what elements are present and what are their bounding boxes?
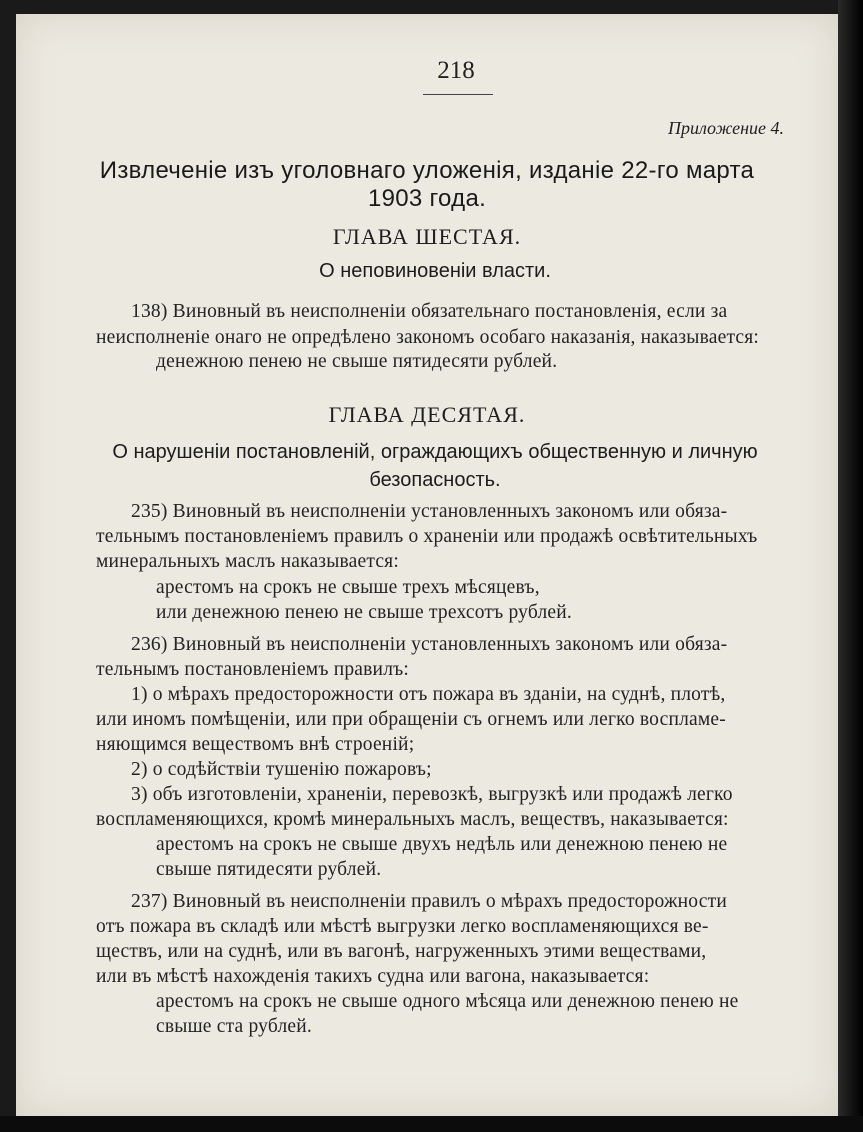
article-237-penalty-2: свыше ста рублей. [156,1016,312,1037]
article-235-penalty-1: арестомъ на срокъ не свыше трехъ мѣсяцевъ, [156,577,540,598]
page-number-rule [423,94,493,95]
article-236-item-1-line-2: или иномъ помѣщеніи, или при обращеніи съ огнемъ или легко воспламе- [96,709,726,730]
page-number: 218 [437,57,475,84]
article-237-line-4: или въ мѣстѣ нахожденія такихъ судна или вагона, наказывается: [96,966,650,987]
article-235-line-3: минеральныхъ маслъ наказывается: [96,551,399,572]
chapter-ten-subhead-line-2: безопасность. [369,469,501,491]
article-236-penalty-1: арестомъ на срокъ не свыше двухъ недѣль или денежною пенею не [156,834,728,855]
article-236-item-1-line-3: няющимся веществомъ внѣ строеній; [96,734,415,755]
article-138-line-1: 138) Виновный въ неисполненіи обязательнаго постановленія, если за [131,301,728,322]
article-235-line-1: 235) Виновный въ неисполненіи установленныхъ закономъ или обяза- [131,501,728,522]
chapter-ten-subhead [70,438,800,494]
article-235-line-2: тельнымъ постановленіемъ правилъ о храненіи или продажѣ освѣтительныхъ [96,526,758,547]
article-236-item-3-line-2: воспламеняющихся, кромѣ минеральныхъ маслъ, веществъ, наказывается: [96,809,729,830]
chapter-six-subhead: О неповиновеніи власти. [319,260,551,282]
chapter-six-heading: ГЛАВА ШЕСТАЯ. [332,224,522,249]
document-page [16,14,838,1116]
article-237-line-3: ществъ, или на суднѣ, или въ вагонѣ, нагруженныхъ этими веществами, [96,941,707,962]
book-spine-edge [838,0,863,1132]
title-line-1: Извлеченіе изъ уголовнаго уложенія, изданіе 22-го марта [99,157,755,184]
article-236-item-2: 2) о содѣйствіи тушенію пожаровъ; [131,759,432,780]
article-236-line-1: 236) Виновный въ неисполненіи установленныхъ закономъ или обяза- [131,634,728,655]
article-237-line-2: отъ пожара въ складѣ или мѣстѣ выгрузки легко воспламеняющихся ве- [96,916,709,937]
article-236-penalty-2: свыше пятидесяти рублей. [156,859,382,880]
chapter-ten-heading: ГЛАВА ДЕСЯТАЯ. [328,402,526,427]
document-title [56,157,798,213]
article-138-line-2: неисполненіе онаго не опредѣлено закономъ особаго наказанія, наказывается: [96,327,760,348]
article-235-penalty-2: или денежною пенею не свыше трехсотъ рублей. [156,602,572,623]
article-236-item-3-line-1: 3) объ изготовленіи, храненіи, перевозкѣ, выгрузкѣ или продажѣ легко [131,784,733,805]
article-237-penalty-1: арестомъ на срокъ не свыше одного мѣсяца или денежною пенею не [156,991,739,1012]
article-138-penalty: денежною пенею не свыше пятидесяти рублей. [156,351,558,372]
article-236-item-1-line-1: 1) о мѣрахъ предосторожности отъ пожара въ зданіи, на суднѣ, плотѣ, [131,684,726,705]
appendix-label: Приложение 4. [667,118,784,138]
scan-bottom-edge [0,1116,863,1132]
article-236-line-2: тельнымъ постановленіемъ правилъ: [96,659,410,680]
chapter-ten-subhead-line-1: О нарушеніи постановленій, ограждающихъ общественную и личную [112,441,758,463]
title-line-2: 1903 года. [367,185,487,212]
article-237-line-1: 237) Виновный въ неисполненіи правилъ о мѣрахъ предосторожности [131,891,727,912]
